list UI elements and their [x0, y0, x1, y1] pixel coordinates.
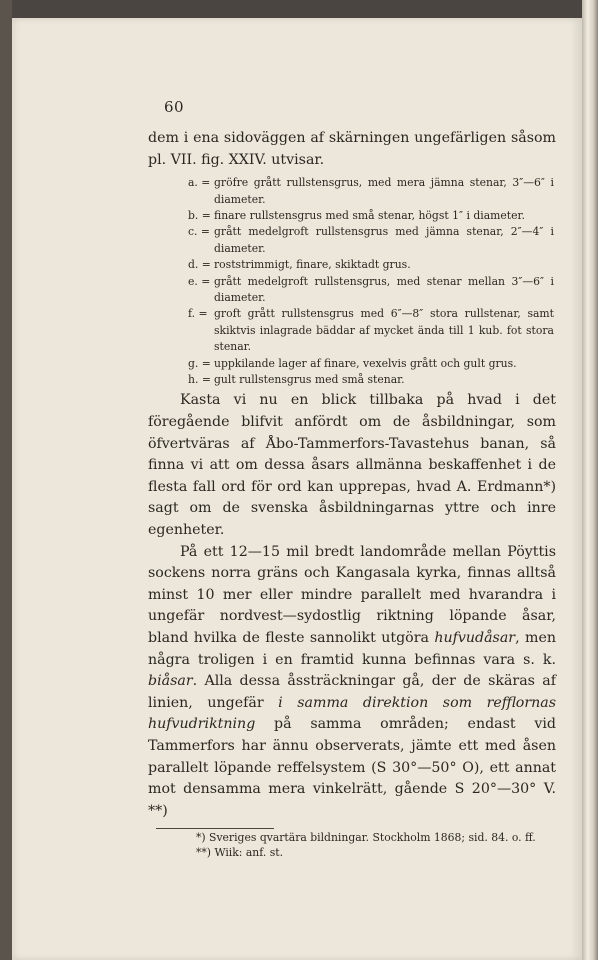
legend-item — [188, 257, 556, 273]
legend-key: h. = — [188, 373, 211, 387]
legend-key: a. = — [188, 176, 211, 190]
legend-item — [188, 306, 556, 355]
legend-item — [188, 208, 556, 224]
legend-item — [188, 224, 556, 257]
legend-text: gult rullstensgrus med små stenar. — [214, 373, 405, 387]
book-spine — [582, 0, 598, 960]
footnote: *) Sveriges qvartära bildningar. Stockholm 1868; sid. 84. o. ff. — [196, 831, 536, 845]
legend-item — [188, 175, 556, 208]
page-number: 60 — [164, 98, 185, 116]
legend-text: gröfre grått rullstensgrus, med mera jämna stenar, 3″—6″ i diameter. — [214, 176, 554, 206]
scan-border-top — [12, 0, 582, 18]
legend-text: groft grått rullstensgrus med 6″—8″ stora rullstenar, samt skiktvis inlagrade bäddar af mycket ända till 1 kub. fot stora stenar. — [214, 307, 554, 354]
legend-text: uppkilande lager af finare, vexelvis grått och gult grus. — [214, 356, 517, 370]
italic-phrase: i samma direktion som refflornas hufvudriktning — [148, 694, 556, 733]
paragraph-text: på samma områden; endast vid Tammerfors har ännu observerats, jämte ett med åsen parallelt löpande reffelsystem (S 30°—50° O), ett annat mot densamma mera vinkelrätt, gående S 20°—30° V. **) — [148, 716, 556, 819]
footnote: **) Wiik: anf. st. — [196, 845, 284, 859]
legend-text: grått medelgroft rullstensgrus med jämna stenar, 2″—4″ i diameter. — [214, 225, 554, 255]
paragraph-text: . Alla dessa åssträckningar gå, der de skäras af linien, ungefär — [148, 673, 556, 711]
paragraph-asar — [148, 542, 556, 823]
legend-key: b. = — [188, 209, 211, 222]
page-content — [148, 98, 556, 861]
legend-key: d. = — [188, 258, 211, 272]
intro-text: dem i ena sidoväggen af skärningen ungefärligen såsom pl. VII. fig. XXIV. utvisar. — [148, 130, 556, 168]
footnote-rule — [156, 828, 274, 829]
paragraph-summary: Kasta vi nu en blick tillbaka på hvad i det föregående blifvit anfördt om de åsbildningar, som öfvertväras af Åbo-Tammerfors-Tavastehus banan, så finna vi att om dessa åsars allmänna beskaffenhet i de flesta fall ord för ord kan upprepas, hvad A. Erdmann*) sagt om de svenska åsbildningarnas yttre och inre egenheter. — [148, 392, 556, 539]
legend-key: f. = — [188, 307, 208, 321]
legend-text: finare rullstensgrus med små stenar, högst 1″ i diameter. — [214, 209, 525, 222]
legend-item — [188, 274, 556, 307]
legend-text: grått medelgroft rullstensgrus, med stenar mellan 3″—6″ i diameter. — [214, 274, 554, 305]
legend-key: g. = — [188, 356, 211, 370]
italic-term: biåsar — [148, 673, 193, 690]
legend-key: c. = — [188, 225, 210, 239]
italic-term: hufvudåsar — [434, 630, 516, 646]
legend-text: roststrimmigt, finare, skiktadt grus. — [214, 258, 411, 272]
legend-item — [188, 372, 556, 388]
legend-list — [148, 175, 556, 388]
legend-key: e. = — [188, 274, 211, 288]
scan-border-left — [0, 0, 12, 960]
paragraph-text: , men några troligen i en framtid kunna befinnas vara s. k. — [148, 630, 556, 668]
legend-item — [188, 356, 556, 372]
paragraph-text: På ett 12—15 mil bredt landområde mellan Pöyttis sockens norra gräns och Kangasala kyrka, finnas alltså minst 10 mer eller mindre parallelt med hvarandra i ungefär nordvest—sydostlig riktning löpande åsar, bland hvilka de fleste sannolikt utgöra — [148, 543, 556, 646]
